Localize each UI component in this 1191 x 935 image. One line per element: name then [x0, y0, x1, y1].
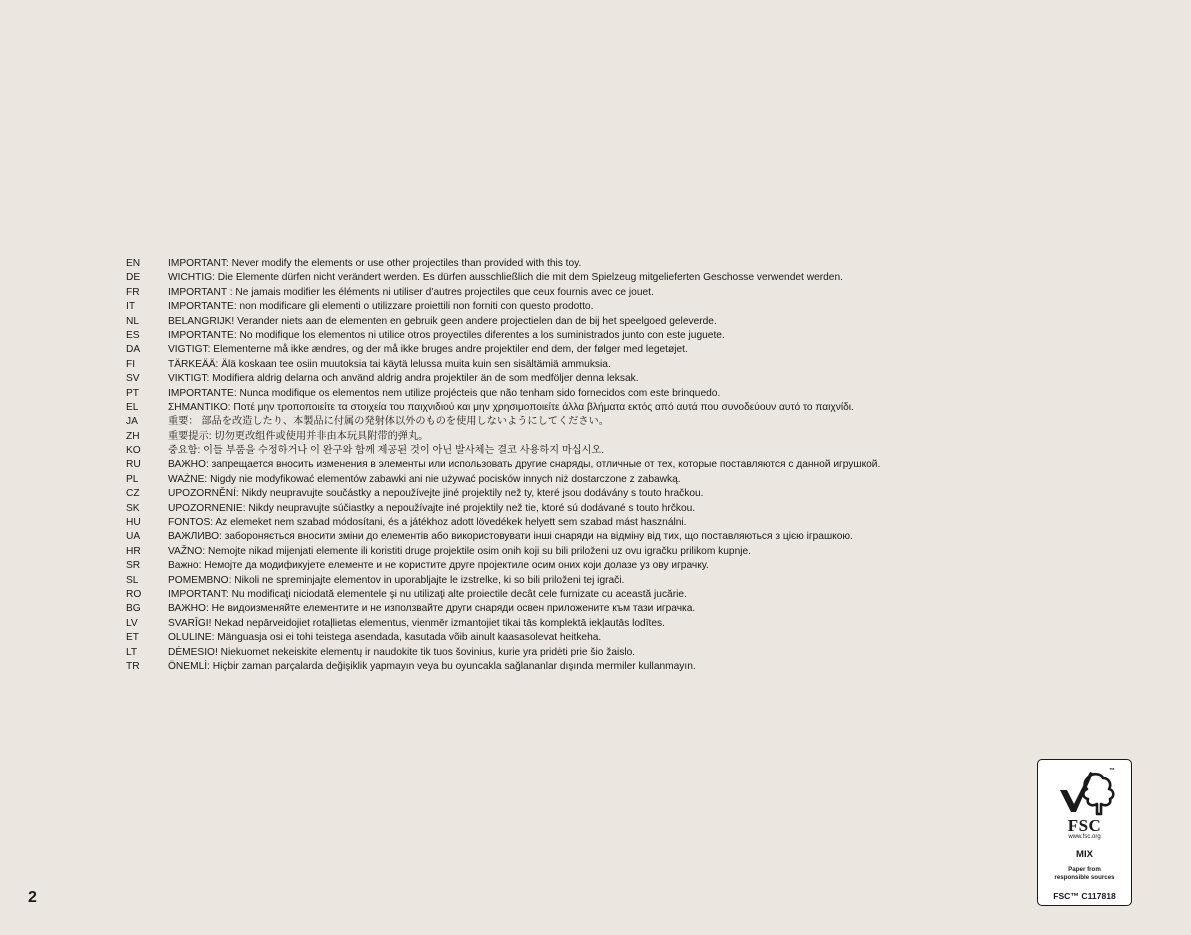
- warning-text: 重要： 部品を改造したり、本製品に付属の発射体以外のものを使用しないようにしてください。: [168, 416, 609, 428]
- warning-row: [126, 458, 1126, 472]
- warning-text: ВАЖНО: запрещается вносить изменения в элементы или использовать другие снаряды, отличные от тех, которые поставляются с данной игрушкой.: [168, 459, 881, 471]
- fsc-subtitle: [1038, 866, 1131, 881]
- warning-text: ΣΗΜΑΝΤΙΚΟ: Ποτέ μην τροποποιείτε τα στοιχεία του παιχνιδιού και μην χρησιμοποιείτε άλλα βλήματα εκτός από αυτά που συνοδεύουν αυτό το παιχνίδι.: [168, 401, 854, 413]
- warning-text: VIGTIGT: Elementerne må ikke ændres, og der må ikke bruges andre projektiler end dem, der følger med legetøjet.: [168, 344, 688, 356]
- language-code: DA: [126, 344, 141, 356]
- warning-row: [126, 358, 1126, 372]
- warning-text: ÖNEMLİ: Hiçbir zaman parçalarda değişiklik yapmayın veya bu oyuncakla sağlananlar dışında mermiler kullanmayın.: [168, 660, 696, 672]
- language-code: IT: [126, 301, 136, 313]
- language-code: EL: [126, 401, 139, 413]
- warning-text: VAŽNO: Nemojte nikad mijenjati elemente ili koristiti druge projektile osim onih koji su bili priloženi uz ovu igračku prilikom kupnje.: [168, 545, 752, 557]
- safety-warnings-list: [126, 257, 1126, 674]
- language-code: EN: [126, 258, 141, 269]
- warning-row: [126, 343, 1126, 357]
- warning-row: [126, 530, 1126, 544]
- warning-text: ВАЖНО: Не видоизменяйте елементите и не използвайте други снаряди освен приложените към тази играчка.: [168, 603, 696, 615]
- warning-row: [126, 271, 1126, 285]
- warning-text: Важно: Немојте да модификујете елементе и не користите друге пројектиле осим оних који долазе уз ову играчку.: [168, 560, 709, 572]
- warning-row: [126, 372, 1126, 386]
- warning-text: 重要提示: 切勿更改组件或使用并非由本玩具附带的弹丸。: [168, 430, 429, 442]
- warning-text: TÄRKEÄÄ: Älä koskaan tee osiin muutoksia tai käytä lelussa muita kuin sen sisältämiä ammuksia.: [168, 358, 611, 370]
- warning-row: [126, 617, 1126, 631]
- warning-row: [126, 545, 1126, 559]
- warning-text: FONTOS: Az elemeket nem szabad módosítani, és a játékhoz adott lövedékek helyett sem szabad mást használni.: [168, 517, 687, 529]
- page-number: 2: [28, 889, 37, 906]
- warning-row: [126, 559, 1126, 573]
- language-code: UA: [126, 531, 141, 543]
- language-code: FR: [126, 286, 140, 298]
- warning-row: [126, 430, 1126, 444]
- warning-row: [126, 444, 1126, 458]
- fsc-license-code: FSC™ C117818: [1053, 891, 1116, 901]
- warning-row: [126, 660, 1126, 674]
- warning-row: [126, 646, 1126, 660]
- warning-row: [126, 329, 1126, 343]
- warning-text: IMPORTANT: Nu modificaţi niciodată elementele şi nu utilizaţi alte proiectile decât cele furnizate cu această jucărie.: [168, 588, 687, 600]
- language-code: HR: [126, 545, 141, 557]
- warning-text: IMPORTANTE: No modifique los elementos ni utilice otros proyectiles diferentes a los suministrados junto con este juguete.: [168, 329, 725, 341]
- warning-text: WAŻNE: Nigdy nie modyfikować elementów zabawki ani nie używać pocisków innych niż dostarczone z zabawką.: [168, 473, 681, 485]
- language-code: HU: [126, 517, 141, 529]
- warning-row: [126, 401, 1126, 415]
- warning-row: [126, 257, 1126, 271]
- warning-text: IMPORTANT : Ne jamais modifier les éléments ni utiliser d’autres projectiles que ceux fournis avec ce jouet.: [168, 286, 654, 298]
- language-code: SK: [126, 502, 140, 514]
- warning-row: [126, 588, 1126, 602]
- language-code: BG: [126, 603, 141, 615]
- warning-text: IMPORTANTE: Nunca modifique os elementos nem utilize projécteis que não tenham sido fornecidos com este brinquedo.: [168, 387, 721, 399]
- warning-text: WICHTIG: Die Elemente dürfen nicht verändert werden. Es dürfen ausschließlich die mit dem Spielzeug mitgelieferten Geschosse verwendet werden.: [168, 272, 843, 284]
- language-code: RO: [126, 588, 142, 600]
- warning-row: [126, 387, 1126, 401]
- warning-text: UPOZORNĚNÍ: Nikdy neupravujte součástky a nepoužívejte jiné projektily než ty, které jsou dodávány s touto hračkou.: [168, 488, 704, 500]
- warning-text: ВАЖЛИВО: забороняється вносити зміни до елементів або використовувати інші снаряди на відміну від тих, що поставляються з цією іграшкою.: [168, 531, 853, 543]
- warning-row: [126, 602, 1126, 616]
- warning-text: POMEMBNO: Nikoli ne spreminjajte elementov in uporabljajte le izstrelke, ki so bili priloženi tej igrači.: [168, 574, 625, 586]
- fsc-certification-logo: [1037, 759, 1132, 906]
- fsc-mix-label: MIX: [1076, 849, 1093, 860]
- warning-text: SVARĪGI! Nekad nepārveidojiet rotaļlietas elementus, vienmēr izmantojiet tikai tās komplektā iekļautās lodītes.: [168, 617, 665, 629]
- warning-text: DĖMESIO! Niekuomet nekeiskite elementų ir naudokite tik tuos šovinius, kurie yra pridėti prie šio žaislo.: [168, 646, 636, 658]
- language-code: PL: [126, 473, 139, 485]
- warning-row: [126, 631, 1126, 645]
- warning-text: IMPORTANT: Never modify the elements or use other projectiles than provided with this toy.: [168, 258, 582, 269]
- fsc-url: www.fsc.org: [1068, 834, 1101, 840]
- language-code: FI: [126, 358, 136, 370]
- language-code: SR: [126, 560, 141, 572]
- warning-text: VIKTIGT: Modifiera aldrig delarna och använd aldrig andra projektiler än de som medföljer denna leksak.: [168, 373, 639, 385]
- warning-row: [126, 415, 1126, 429]
- fsc-tree-check-icon: [1054, 766, 1116, 818]
- warning-row: [126, 473, 1126, 487]
- language-code: LV: [126, 617, 138, 629]
- language-code: ZH: [126, 430, 140, 442]
- fsc-name: FSC: [1067, 816, 1102, 835]
- language-code: LT: [126, 646, 138, 658]
- language-code: KO: [126, 445, 141, 457]
- warning-row: [126, 502, 1126, 516]
- language-code: TR: [126, 660, 140, 672]
- language-code: RU: [126, 459, 141, 471]
- language-code: DE: [126, 272, 141, 284]
- warning-row: [126, 300, 1126, 314]
- language-code: SV: [126, 373, 140, 385]
- fsc-subtitle-line2: responsible sources: [1054, 873, 1115, 881]
- language-code: ES: [126, 329, 140, 341]
- language-code: NL: [126, 315, 140, 327]
- warning-row: [126, 516, 1126, 530]
- warning-text: OLULINE: Mänguasja osi ei tohi teistega asendada, kasutada võib ainult kaasasolevat heitkeha.: [168, 632, 602, 644]
- warning-text: IMPORTANTE: non modificare gli elementi o utilizzare proiettili non forniti con questo prodotto.: [168, 301, 594, 313]
- warning-row: [126, 487, 1126, 501]
- warning-row: [126, 574, 1126, 588]
- language-code: PT: [126, 387, 140, 399]
- warning-row: [126, 315, 1126, 329]
- fsc-trademark: ™: [1109, 768, 1115, 774]
- language-code: ET: [126, 632, 140, 644]
- language-code: SL: [126, 574, 139, 586]
- language-code: CZ: [126, 488, 140, 500]
- warning-text: 중요함: 이들 부품을 수정하거나 이 완구와 함께 제공된 것이 아닌 발사체는 결코 사용하지 마십시오.: [168, 445, 605, 457]
- fsc-subtitle-line1: Paper from: [1068, 866, 1101, 873]
- warning-text: UPOZORNENIE: Nikdy neupravujte súčiastky a nepoužívajte iné projektily než tie, ktoré sú dodávané s touto hrčkou.: [168, 502, 696, 514]
- language-code: JA: [126, 416, 138, 428]
- warning-text: BELANGRIJK! Verander niets aan de elementen en gebruik geen andere projectielen dan de bij het speelgoed geleverde.: [168, 315, 717, 327]
- warning-row: [126, 286, 1126, 300]
